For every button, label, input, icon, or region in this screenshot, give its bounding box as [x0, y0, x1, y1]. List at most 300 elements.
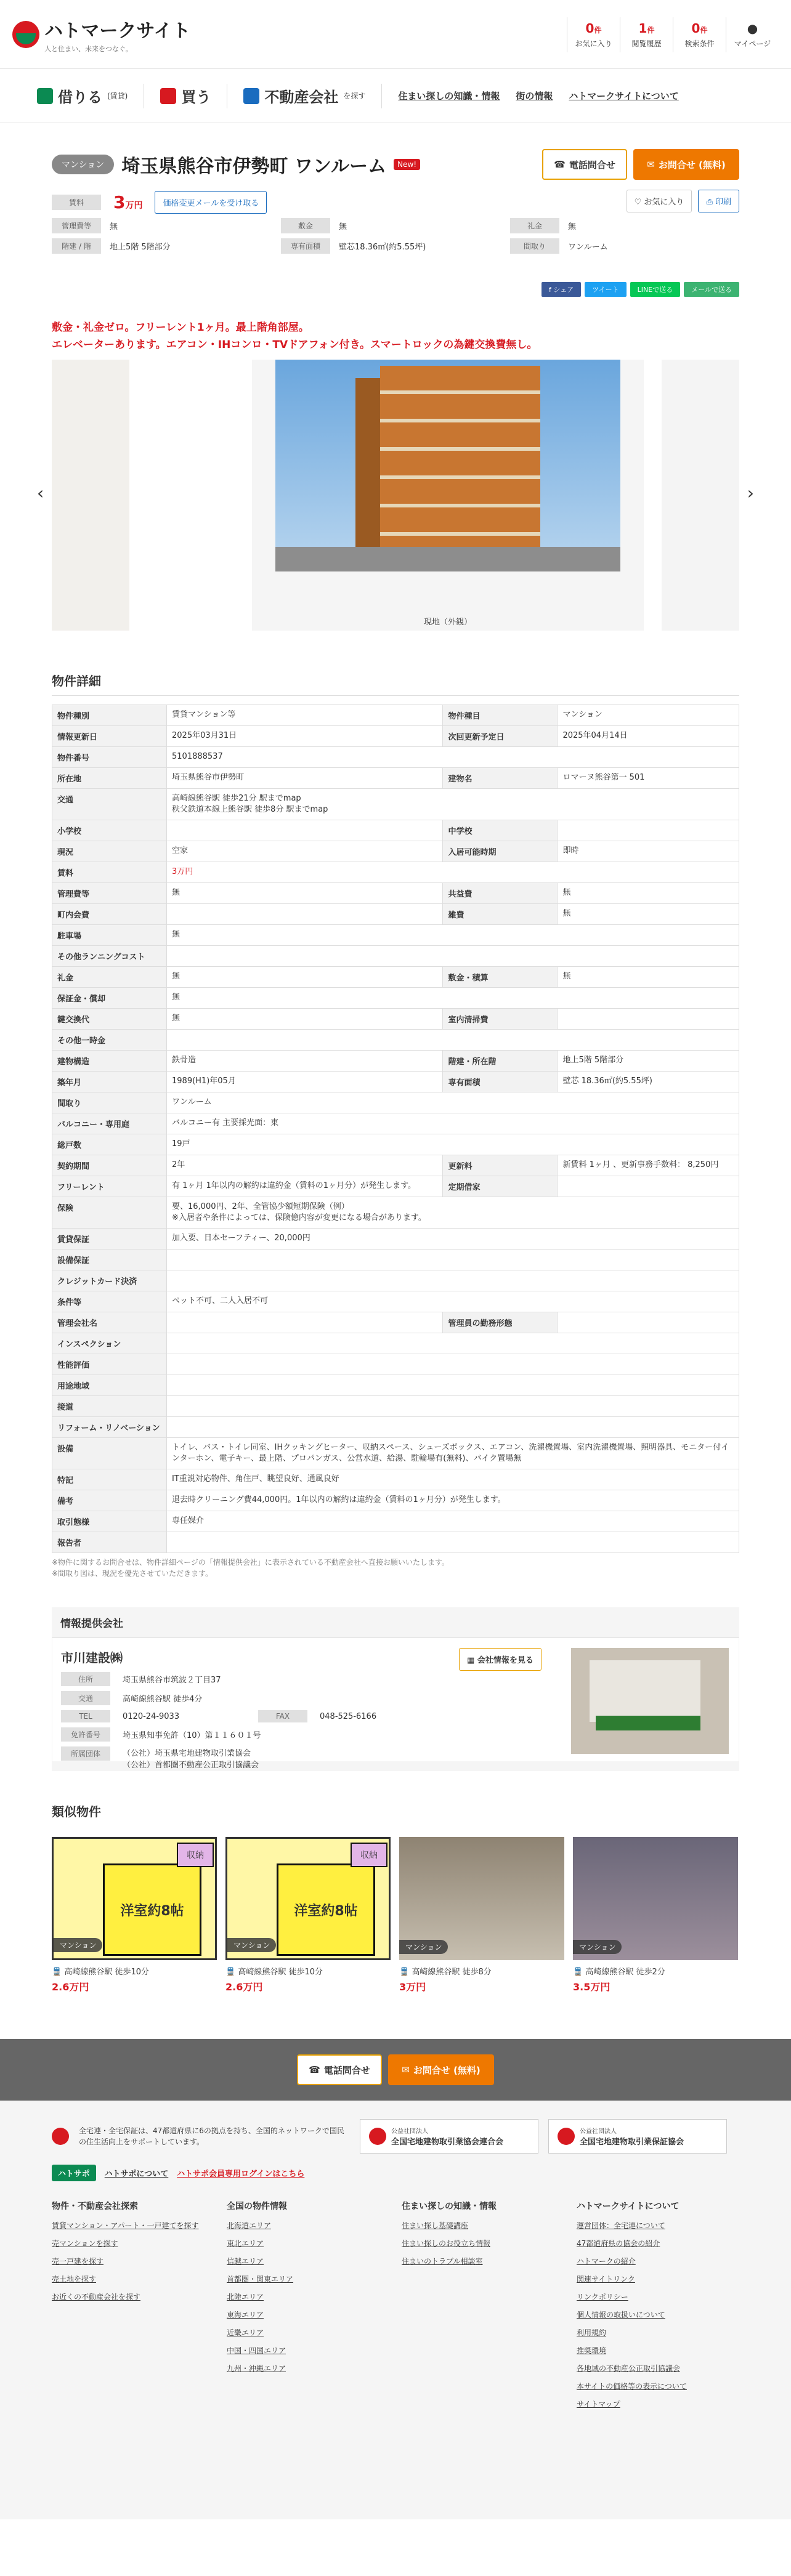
card-tag: マンション	[399, 1940, 448, 1954]
details-row	[52, 988, 739, 1009]
footer-column	[227, 2200, 389, 2417]
detail-label: 中学校	[443, 820, 558, 841]
print-label: 印刷	[715, 198, 731, 207]
assoc-name: 全国宅地建物取引業保証協会	[580, 2138, 684, 2147]
facebook-share-button[interactable]: f シェア	[542, 282, 581, 297]
details-row	[52, 862, 739, 883]
footer-mail-button[interactable]	[388, 2054, 494, 2085]
card-rent: 2.6万円	[52, 1981, 89, 1993]
chevron-left-icon[interactable]: ‹	[37, 483, 44, 503]
history-link[interactable]	[620, 17, 673, 52]
line-share-button[interactable]: LINEで送る	[630, 282, 681, 297]
detail-value: 19戸	[167, 1134, 739, 1155]
nav-rent[interactable]	[37, 85, 128, 107]
similar-card[interactable]	[225, 1837, 391, 1993]
shop-photo	[571, 1648, 729, 1754]
detail-label: 保証金・償却	[52, 988, 167, 1009]
chevron-right-icon[interactable]: ›	[747, 483, 754, 503]
detail-value: 専任媒介	[167, 1511, 739, 1532]
train-icon: 🚆	[399, 1968, 410, 1977]
details-row	[52, 904, 739, 925]
property-type-pill: マンション	[52, 155, 114, 174]
building-exterior-photo	[275, 360, 620, 571]
price-change-mail-button[interactable]: 価格変更メールを受け取る	[155, 191, 267, 214]
provider-label: 交通	[61, 1691, 110, 1705]
detail-label: 共益費	[443, 883, 558, 904]
detail-value: 2025年04月14日	[558, 726, 739, 747]
footer-link[interactable]: 住まい探し基礎講座	[402, 2221, 469, 2230]
site-name: ハトマークサイト	[44, 20, 191, 42]
nav-rent-sub: (賃貸)	[107, 92, 128, 100]
detail-value: 埼玉県熊谷市伊勢町	[167, 768, 443, 789]
detail-value: 5101888537	[167, 747, 739, 768]
phone-icon: ☎	[554, 159, 566, 170]
provider-address: 埼玉県熊谷市筑波２丁目37	[123, 1676, 221, 1685]
mail-icon: ✉	[647, 159, 655, 170]
nav-knowledge[interactable]: 住まい探しの知識・情報	[398, 91, 500, 102]
detail-value	[167, 1030, 739, 1051]
detail-value: 賃貸マンション等	[167, 705, 443, 726]
provider-label: FAX	[258, 1710, 307, 1722]
detail-value: 空家	[167, 841, 443, 862]
detail-label: 建物構造	[52, 1051, 167, 1072]
footer-column-title: 物件・不動産会社探索	[52, 2202, 138, 2211]
details-row	[52, 1009, 739, 1030]
building-photo	[573, 1837, 738, 1960]
hatosapo-about-link[interactable]: ハトサポについて	[104, 2170, 169, 2179]
detail-label: 設備	[52, 1438, 167, 1469]
footer-link[interactable]: 個人情報の取扱いについて	[577, 2311, 665, 2319]
detail-value: 無	[167, 1009, 443, 1030]
detail-value: 高崎線熊谷駅 徒歩21分 駅までmap 秩父鉄道本線上熊谷駅 徒歩8分 駅までmap	[167, 789, 739, 820]
detail-value	[558, 1009, 739, 1030]
footer-tel-button[interactable]	[297, 2054, 382, 2085]
details-row	[52, 726, 739, 747]
nav-town[interactable]: 街の情報	[516, 91, 553, 102]
details-row	[52, 1072, 739, 1092]
favorites-count: 0	[585, 21, 594, 36]
tel-button-label: 電話問合せ	[569, 159, 615, 171]
history-count: 1	[638, 21, 647, 36]
footer-link[interactable]: 運営団体：全宅連について	[577, 2221, 665, 2230]
detail-value	[167, 1250, 739, 1270]
meta-item	[281, 218, 510, 233]
prev-photo-thumb[interactable]	[52, 360, 129, 631]
details-row	[52, 1030, 739, 1051]
details-row	[52, 1469, 739, 1490]
saved-search-count: 0	[691, 21, 700, 36]
meta-item	[52, 238, 281, 254]
footer-link[interactable]: 東北エリア	[227, 2239, 264, 2248]
detail-label: 敷金・積算	[443, 967, 558, 988]
company-info-button[interactable]: ▦ 会社情報を見る	[459, 1648, 542, 1671]
detail-label: 接道	[52, 1396, 167, 1417]
mypage-label: マイページ	[734, 39, 771, 48]
assoc-link-1[interactable]	[360, 2119, 538, 2154]
floorplan-image	[52, 1837, 217, 1960]
similar-card[interactable]	[573, 1837, 738, 1993]
detail-value: IT重説対応物件、角住戸、眺望良好、通風良好	[167, 1469, 739, 1490]
main-nav	[0, 69, 791, 123]
promo-line: エレベーターあります。エアコン・IHコンロ・TVドアフォン付き。スマートロックの為鍵交換費無し。	[52, 339, 538, 351]
meta-label: 礼金	[510, 218, 559, 233]
tel-inquiry-button[interactable]	[542, 149, 627, 180]
meta-value: 無	[339, 222, 347, 232]
detail-label: 保険	[52, 1197, 167, 1229]
main-photo	[252, 360, 644, 631]
footer-link[interactable]: お近くの不動産会社を探す	[52, 2293, 141, 2301]
print-button[interactable]: ⎙ 印刷	[698, 190, 739, 212]
assoc-small: 公益社団法人	[391, 2128, 428, 2135]
detail-value	[167, 1354, 739, 1375]
detail-label: 契約期間	[52, 1155, 167, 1176]
meta-label: 管理費等	[52, 218, 101, 233]
details-row	[52, 841, 739, 862]
footer-link[interactable]: 関連サイトリンク	[577, 2275, 635, 2283]
detail-label: 階建・所在階	[443, 1051, 558, 1072]
similar-card[interactable]	[52, 1837, 217, 1993]
mail-share-button[interactable]: メールで送る	[684, 282, 739, 297]
detail-label: 特記	[52, 1469, 167, 1490]
detail-label: 入居可能時期	[443, 841, 558, 862]
site-logo[interactable]	[12, 15, 190, 54]
detail-label: 専有面積	[443, 1072, 558, 1092]
provider-group: （公社）埼玉県宅地建物取引業協会	[123, 1749, 251, 1758]
next-photo-thumb[interactable]	[662, 360, 739, 631]
favorites-link[interactable]	[567, 17, 620, 52]
nav-buy-label: 買う	[181, 89, 211, 106]
divider	[381, 84, 382, 108]
footer-link[interactable]: 近畿エリア	[227, 2328, 264, 2337]
site-header	[0, 0, 791, 69]
detail-label: 用途地域	[52, 1375, 167, 1396]
provider-license: 埼玉県知事免許（10）第１１６０１号	[123, 1731, 261, 1740]
saved-search-label: 検索条件	[684, 39, 715, 48]
zentaku-logo-icon	[52, 2128, 69, 2145]
footer-link[interactable]: 住まいのトラブル相談室	[402, 2257, 483, 2266]
detail-label: クレジットカード決済	[52, 1270, 167, 1291]
detail-value: 無	[167, 988, 739, 1009]
detail-value: 退去時クリーニング費44,000円。1年以内の解約は違約金（賃料の1ヶ月分）が発生します。	[167, 1490, 739, 1511]
footer-link[interactable]: 住まい探しのお役立ち情報	[402, 2239, 491, 2248]
detail-value: 2025年03月31日	[167, 726, 443, 747]
detail-value: 2年	[167, 1155, 443, 1176]
detail-value: 壁芯 18.36㎡(約5.55坪)	[558, 1072, 739, 1092]
details-row	[52, 1375, 739, 1396]
details-row	[52, 1532, 739, 1553]
detail-label: 室内清掃費	[443, 1009, 558, 1030]
footer-link[interactable]: 東海エリア	[227, 2311, 264, 2319]
detail-label: リフォーム・リノベーション	[52, 1417, 167, 1438]
share-buttons	[52, 282, 739, 297]
floorplan-room-label: 洋室約8帖	[103, 1863, 201, 1956]
meta-value: ワンルーム	[568, 243, 608, 252]
footer-cta-bar	[0, 2039, 791, 2101]
footer-link[interactable]: リンクポリシー	[577, 2293, 628, 2301]
detail-value: ワンルーム	[167, 1092, 739, 1113]
card-station-text: 高崎線熊谷駅 徒歩10分	[64, 1968, 150, 1977]
detail-value	[167, 1333, 739, 1354]
footer-link[interactable]: 売マンションを探す	[52, 2239, 118, 2248]
footer-columns	[52, 2200, 739, 2417]
details-row	[52, 1490, 739, 1511]
favorites-label: お気に入り	[575, 39, 612, 48]
detail-label: 定期借家	[443, 1176, 558, 1197]
detail-value: 無	[558, 904, 739, 925]
card-station-text: 高崎線熊谷駅 徒歩10分	[238, 1968, 323, 1977]
detail-label: 小学校	[52, 820, 167, 841]
card-rent: 3.5万円	[573, 1981, 610, 1993]
details-row	[52, 747, 739, 768]
provider-name: 市川建設㈱	[61, 1650, 123, 1665]
meta-value: 地上5階 5階部分	[110, 243, 171, 252]
footer-link[interactable]: 売土地を探す	[52, 2275, 97, 2283]
mail-inquiry-button[interactable]	[633, 149, 739, 180]
footer-link[interactable]: 賃貸マンション・アパート・一戸建てを探す	[52, 2221, 199, 2230]
detail-label: 情報更新日	[52, 726, 167, 747]
assoc-logo-icon	[558, 2128, 575, 2145]
provider-label: TEL	[61, 1710, 110, 1722]
nav-agency-label: 不動産会社	[264, 89, 339, 106]
details-title: 物件詳細	[52, 671, 739, 696]
favorite-label: お気に入り	[644, 198, 684, 207]
meta-label: 間取り	[510, 238, 559, 254]
detail-value: トイレ、バス・トイレ同室、IHクッキングヒーター、収納スペース、シューズボックス、エアコン、洗濯機置場、室内洗濯機置場、照明器具、モニター付インターホン、電子キー、最上階、プロパンガス、公営水道、給湯、駐輪場有(無料)、バイク置場無	[167, 1438, 739, 1469]
rent-unit: 万円	[125, 200, 143, 211]
footer-link[interactable]: 本サイトの価格等の表示について	[577, 2382, 687, 2391]
detail-value: 鉄骨造	[167, 1051, 443, 1072]
assoc-small: 公益社団法人	[580, 2128, 617, 2135]
details-row	[52, 789, 739, 820]
mail-button-label: お問合せ (無料)	[658, 159, 726, 171]
footer-link[interactable]: 信越エリア	[227, 2257, 264, 2266]
card-station-text: 高崎線熊谷駅 徒歩8分	[412, 1968, 492, 1977]
provider-transport: 高崎線熊谷駅 徒歩4分	[123, 1695, 203, 1704]
detail-label: 設備保証	[52, 1250, 167, 1270]
detail-label: 賃貸保証	[52, 1229, 167, 1250]
provider-fax: 048-525-6166	[320, 1711, 377, 1721]
detail-value: ペット不可、二人入居不可	[167, 1291, 739, 1312]
train-icon: 🚆	[573, 1968, 583, 1977]
detail-label: 管理員の勤務形態	[443, 1312, 558, 1333]
footer-column-title: 全国の物件情報	[227, 2202, 287, 2211]
card-station	[399, 1965, 564, 1977]
rent-label: 賃料	[52, 195, 101, 210]
detail-value: 無	[167, 967, 443, 988]
footer-link[interactable]: 中国・四国エリア	[227, 2346, 286, 2355]
detail-label: 現況	[52, 841, 167, 862]
detail-label: 所在地	[52, 768, 167, 789]
details-note	[52, 1557, 739, 1579]
detail-label: 雑費	[443, 904, 558, 925]
card-station	[52, 1965, 217, 1977]
photo-gallery	[37, 360, 754, 637]
nav-agency-sub: を探す	[343, 92, 366, 100]
page-title: 埼玉県熊谷市伊勢町 ワンルーム	[121, 156, 387, 177]
nav-rent-label: 借りる	[58, 89, 102, 106]
assoc-name: 全国宅地建物取引業協会連合会	[391, 2138, 504, 2147]
meta-value: 無	[568, 222, 577, 232]
twitter-share-button[interactable]: ツイート	[585, 282, 626, 297]
details-row	[52, 1176, 739, 1197]
footer-column	[52, 2200, 214, 2417]
provider-group: （公社）首都圏不動産公正取引協議会	[123, 1761, 259, 1770]
card-station	[573, 1965, 738, 1977]
detail-value: 3万円	[167, 862, 739, 883]
detail-value: 要、16,000円、2年、全管協少額短期保険（例） ※入居者や条件によっては、保険億内容が変更になる場合があります。	[167, 1197, 739, 1229]
nav-agency[interactable]	[243, 85, 365, 107]
detail-label: 物件種別	[52, 705, 167, 726]
meta-item	[510, 238, 739, 254]
nav-buy[interactable]	[160, 85, 211, 107]
meta-value: 無	[110, 222, 118, 232]
footer-link[interactable]: サイトマップ	[577, 2400, 620, 2408]
rent-icon	[37, 88, 53, 104]
favorite-button[interactable]: ♡ お気に入り	[627, 190, 692, 212]
details-row	[52, 946, 739, 967]
detail-label: 鍵交換代	[52, 1009, 167, 1030]
detail-value: バルコニー有 主要採光面：東	[167, 1113, 739, 1134]
detail-value	[167, 904, 443, 925]
meta-item	[52, 218, 281, 233]
mail-icon: ✉	[402, 2064, 410, 2075]
detail-label: その他ランニングコスト	[52, 946, 167, 967]
mail-button-label: お問合せ (無料)	[413, 2064, 481, 2076]
rent-number: 3	[113, 192, 126, 212]
detail-value: 地上5階 5階部分	[558, 1051, 739, 1072]
detail-label: 町内会費	[52, 904, 167, 925]
meta-label: 専有面積	[281, 238, 330, 254]
site-footer	[0, 2101, 791, 2519]
footer-column	[402, 2200, 564, 2417]
card-tag: マンション	[54, 1938, 102, 1952]
footer-column-title: 住まい探しの知識・情報	[402, 2202, 497, 2211]
card-rent: 2.6万円	[225, 1981, 263, 1993]
note-line: ※間取り図は、現況を優先させていただきます。	[52, 1569, 213, 1578]
details-row	[52, 768, 739, 789]
details-row	[52, 1312, 739, 1333]
detail-value	[167, 1532, 739, 1553]
card-tag: マンション	[227, 1938, 276, 1952]
detail-value: 1989(H1)年05月	[167, 1072, 443, 1092]
floorplan-closet-label: 収納	[351, 1843, 387, 1867]
floorplan-image	[225, 1837, 391, 1960]
saved-search-link[interactable]	[673, 17, 726, 52]
building-icon	[243, 88, 259, 104]
details-row	[52, 1396, 739, 1417]
detail-value: 無	[558, 967, 739, 988]
mypage-link[interactable]	[726, 17, 779, 52]
rent-row	[52, 190, 739, 214]
detail-value	[167, 1270, 739, 1291]
footer-link[interactable]: 各地域の不動産公正取引協議会	[577, 2364, 681, 2373]
detail-label: 建物名	[443, 768, 558, 789]
detail-label: 物件種目	[443, 705, 558, 726]
property-meta	[52, 218, 739, 254]
detail-label: 築年月	[52, 1072, 167, 1092]
meta-value: 壁芯18.36㎡(約5.55坪)	[339, 243, 426, 252]
footer-link[interactable]: ハトマークの紹介	[577, 2257, 636, 2266]
footer-link[interactable]: 47都道府県の協会の紹介	[577, 2239, 660, 2248]
card-station-text: 高崎線熊谷駅 徒歩2分	[585, 1968, 665, 1977]
details-row	[52, 1438, 739, 1469]
footer-description: 全宅連・全宅保証は、47都道府県に6の拠点を持ち、全国的ネットワークで国民の住生活向上をサポートしています。	[79, 2126, 344, 2146]
detail-value: 加入要、日本セーフティー、20,000円	[167, 1229, 739, 1250]
details-row	[52, 1270, 739, 1291]
details-row	[52, 1417, 739, 1438]
footer-link[interactable]: 首都圏・関東エリア	[227, 2275, 294, 2283]
meta-label: 階建 / 階	[52, 238, 101, 254]
details-row	[52, 1113, 739, 1134]
hatomark-logo-icon	[12, 21, 39, 48]
provider-section	[52, 1607, 739, 1771]
hatosapo-row	[52, 2165, 739, 2181]
similar-card[interactable]	[399, 1837, 564, 1993]
details-row	[52, 883, 739, 904]
meta-item	[510, 218, 739, 233]
details-row	[52, 1291, 739, 1312]
footer-link[interactable]: 北海道エリア	[227, 2221, 272, 2230]
assoc-logo-icon	[369, 2128, 386, 2145]
detail-value	[167, 946, 739, 967]
detail-label: 賃料	[52, 862, 167, 883]
detail-value	[558, 1176, 739, 1197]
train-icon: 🚆	[52, 1968, 62, 1977]
site-tagline: 人と住まい、未来をつなぐ。	[44, 44, 132, 53]
provider-label: 免許番号	[61, 1727, 110, 1742]
footer-link[interactable]: 利用規約	[577, 2328, 607, 2337]
main-content	[37, 149, 754, 1993]
meta-item	[281, 238, 510, 254]
note-line: ※物件に関するお問合せは、物件詳細ページの「情報提供会社」に表示されている不動産会社へ直接お願いいたします。	[52, 1558, 449, 1567]
detail-value	[167, 1375, 739, 1396]
details-row	[52, 1511, 739, 1532]
provider-label: 住所	[61, 1672, 110, 1686]
footer-link[interactable]: 北陸エリア	[227, 2293, 264, 2301]
details-row	[52, 1051, 739, 1072]
detail-label: 取引態様	[52, 1511, 167, 1532]
header-icons	[567, 17, 779, 52]
provider-tel[interactable]: 0120-24-9033	[123, 1711, 180, 1721]
count-unit: 件	[647, 26, 655, 34]
details-row	[52, 967, 739, 988]
detail-label: 礼金	[52, 967, 167, 988]
detail-label: インスペクション	[52, 1333, 167, 1354]
detail-value: ロマーヌ熊谷第一 501	[558, 768, 739, 789]
detail-value	[558, 1312, 739, 1333]
hatosapo-login-link[interactable]: ハトサポ会員専用ログインはこちら	[177, 2170, 305, 2179]
footer-column	[577, 2200, 739, 2417]
detail-label: 交通	[52, 789, 167, 820]
count-unit: 件	[594, 26, 602, 34]
promo-text	[52, 319, 739, 353]
train-icon: 🚆	[225, 1968, 236, 1977]
detail-value	[167, 820, 443, 841]
footer-link[interactable]: 売一戸建を探す	[52, 2257, 104, 2266]
nav-about[interactable]: ハトマークサイトについて	[569, 91, 679, 102]
detail-value: 無	[558, 883, 739, 904]
detail-label: 条件等	[52, 1291, 167, 1312]
detail-value	[167, 1312, 443, 1333]
footer-link[interactable]: 九州・沖縄エリア	[227, 2364, 286, 2373]
rent-value	[113, 192, 142, 212]
footer-link[interactable]: 推奨環境	[577, 2346, 607, 2355]
similar-list	[52, 1837, 739, 1993]
footer-column-title: ハトマークサイトについて	[577, 2202, 679, 2211]
detail-value: 即時	[558, 841, 739, 862]
detail-value: 有 1ヶ月 1年以内の解約は違約金（賃料の1ヶ月分）が発生します。	[167, 1176, 443, 1197]
assoc-link-2[interactable]	[548, 2119, 727, 2154]
